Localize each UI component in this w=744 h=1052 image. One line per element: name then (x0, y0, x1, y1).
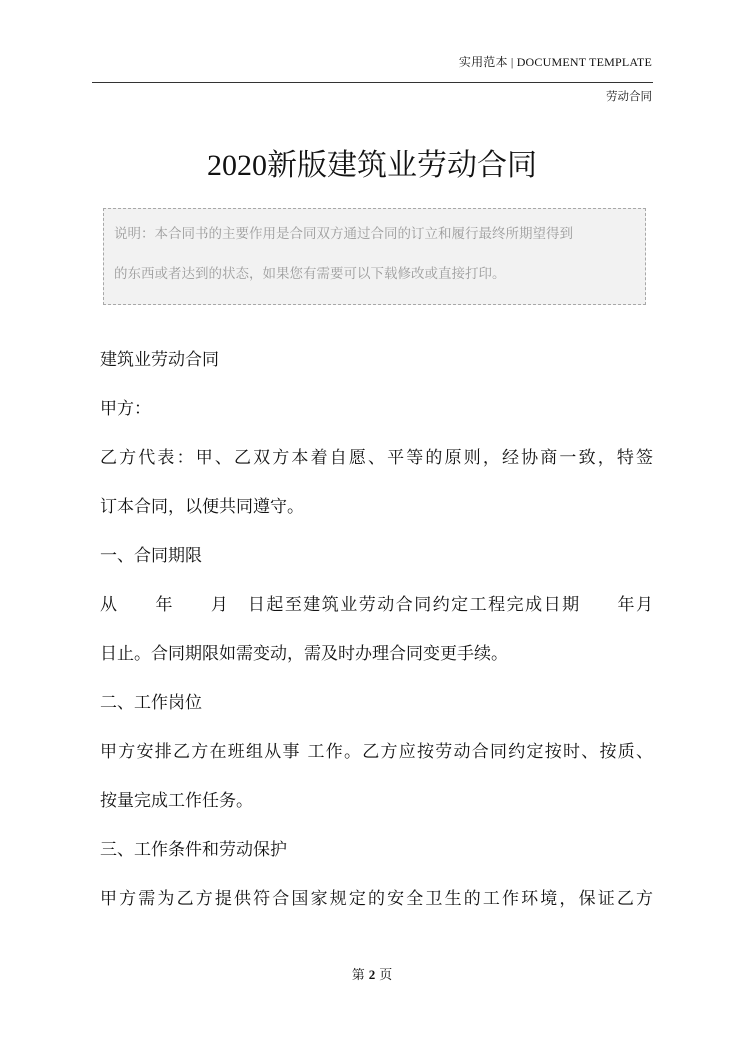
party-a-line: 甲方： (100, 399, 151, 419)
body-paragraph: 乙方代表：甲、乙双方本着自愿、平等的原则，经协商一致，特签 (100, 448, 653, 468)
section-heading: 三、工作条件和劳动保护 (100, 840, 287, 860)
page-footer (0, 964, 744, 983)
section-heading: 二、工作岗位 (100, 693, 202, 713)
page-number-prefix: 第 (351, 968, 365, 983)
body-paragraph: 订本合同，以便共同遵守。 (100, 497, 304, 517)
document-title: 2020新版建筑业劳动合同 (207, 149, 537, 182)
section-heading: 一、合同期限 (100, 546, 202, 566)
usage-note-box (103, 208, 646, 305)
header-subtitle: 劳动合同 (606, 89, 652, 103)
header-tag: 实用范本 | DOCUMENT TEMPLATE (458, 55, 652, 69)
body-paragraph: 甲方需为乙方提供符合国家规定的安全卫生的工作环境，保证乙方 (100, 889, 653, 909)
page-number-suffix: 页 (379, 968, 393, 983)
body-paragraph: 按量完成工作任务。 (100, 791, 253, 811)
body-paragraph: 日止。合同期限如需变动，需及时办理合同变更手续。 (100, 644, 508, 664)
page-number: 2 (368, 967, 376, 982)
body-paragraph: 甲方安排乙方在班组从事 工作。乙方应按劳动合同约定按时、按质、 (100, 742, 653, 762)
header-divider (92, 82, 653, 83)
body-paragraph: 从 年 月 日起至建筑业劳动合同约定工程完成日期 年月 (100, 595, 653, 615)
usage-note-line: 说明：本合同书的主要作用是合同双方通过合同的订立和履行最终所期望得到 (114, 226, 573, 242)
contract-heading: 建筑业劳动合同 (100, 350, 219, 370)
usage-note-line: 的东西或者达到的状态，如果您有需要可以下载修改或直接打印。 (114, 266, 506, 282)
